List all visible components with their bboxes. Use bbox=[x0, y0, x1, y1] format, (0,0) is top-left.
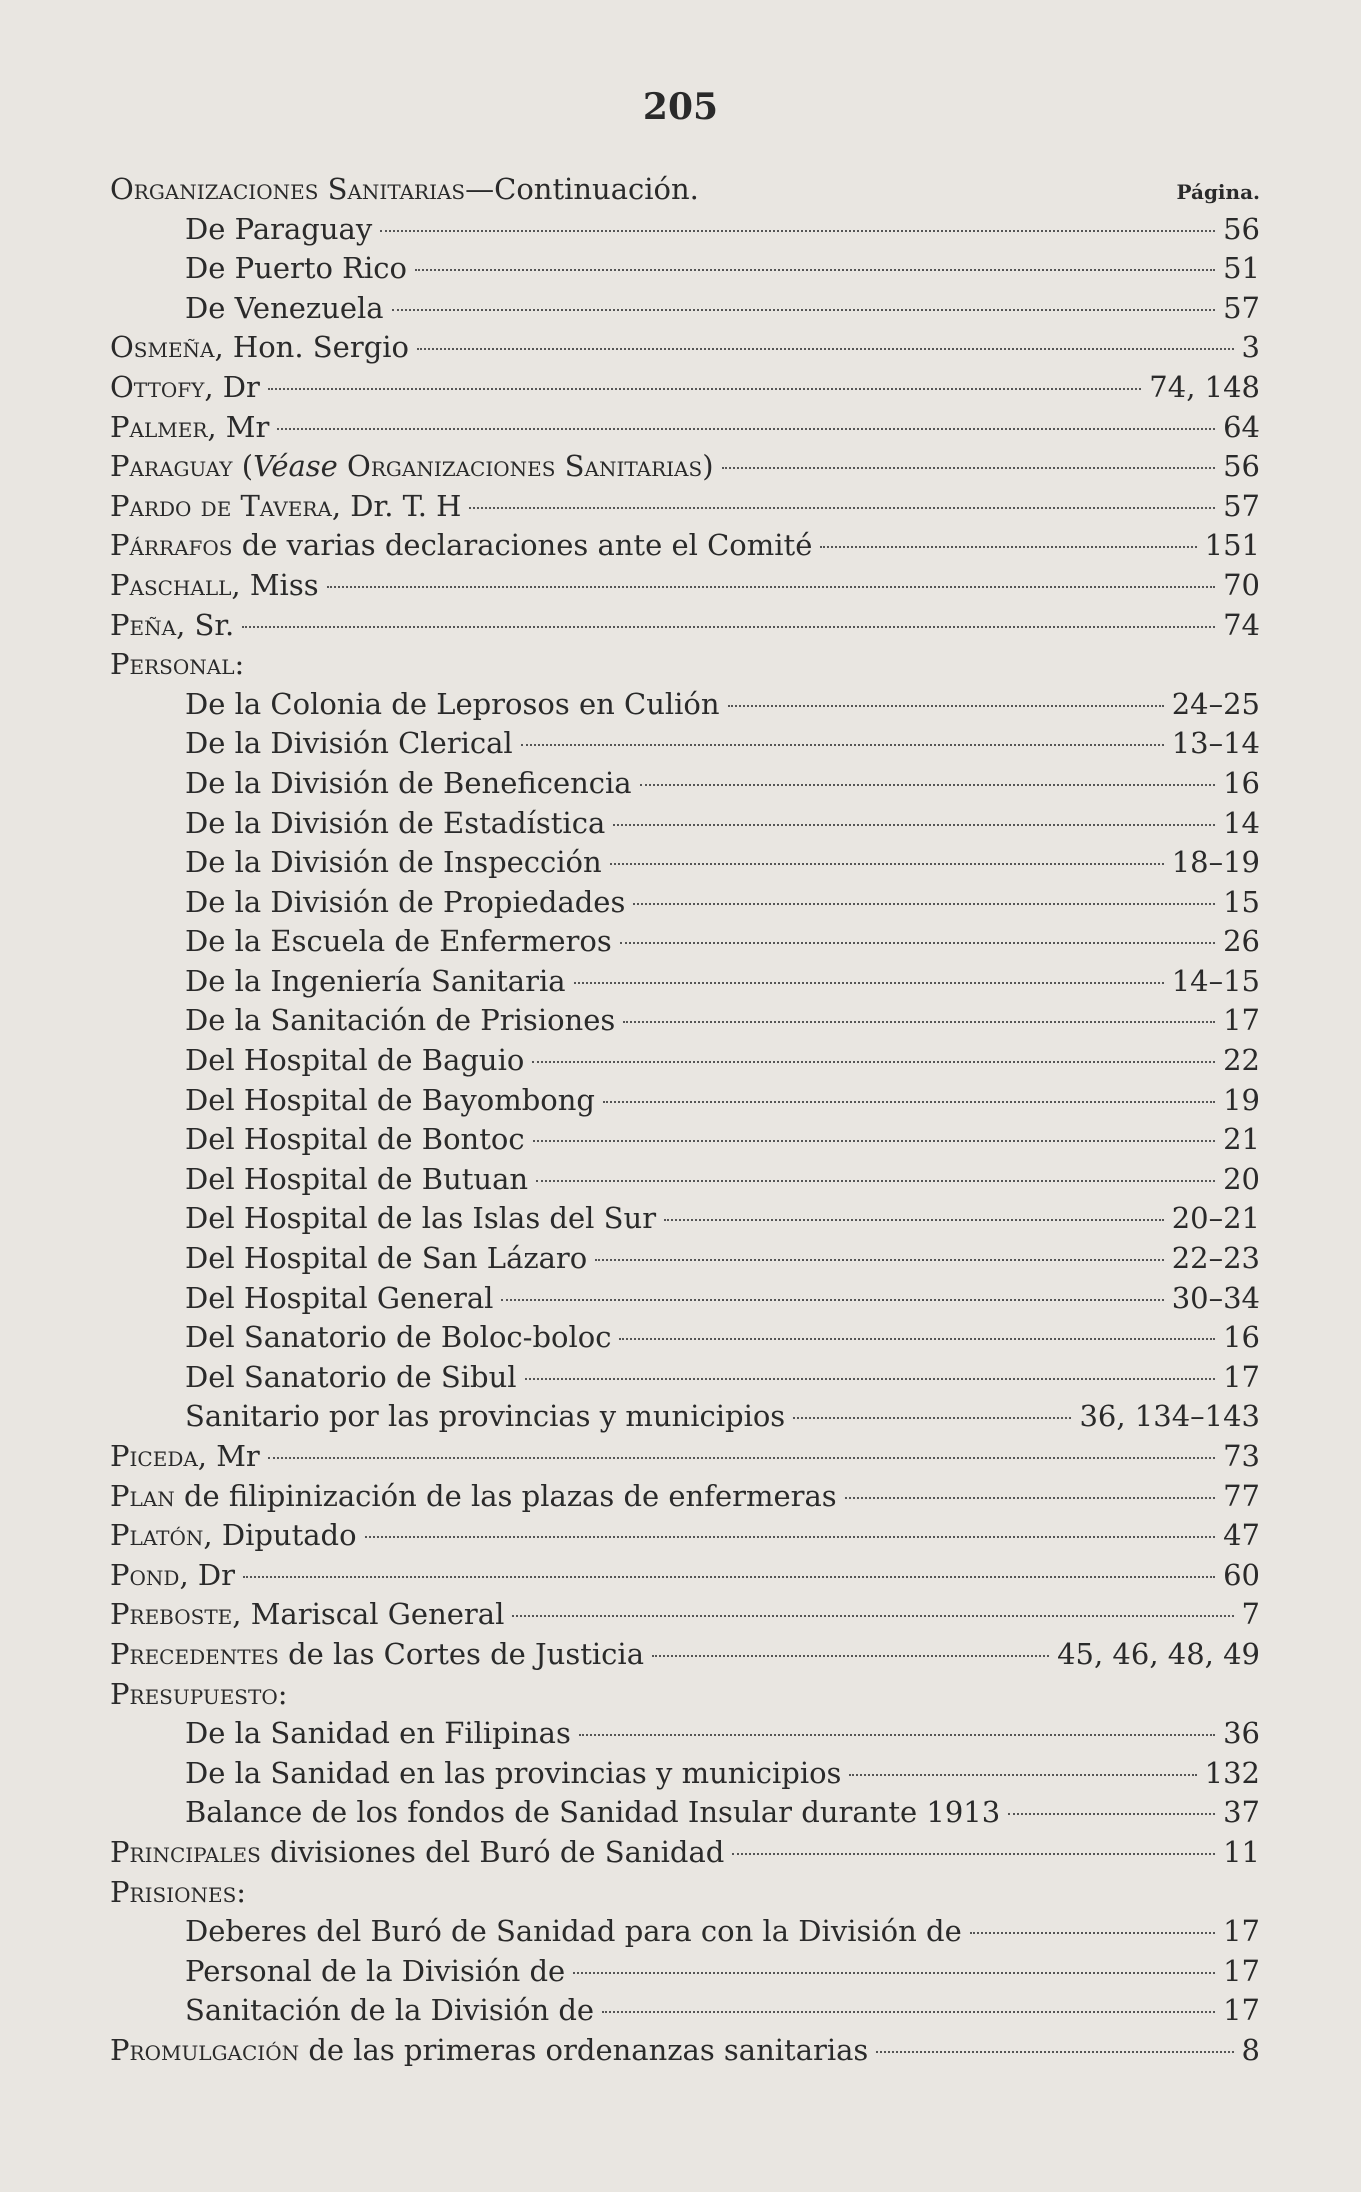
entry-label: Del Hospital de Bontoc bbox=[185, 1122, 525, 1157]
continuation-label: —Continuación. bbox=[465, 172, 699, 206]
index-subentry bbox=[110, 210, 1260, 250]
dot-leader bbox=[876, 2051, 1233, 2053]
entry-label: De la División de Beneficencia bbox=[185, 765, 632, 800]
index-subentry bbox=[110, 922, 1260, 962]
page-ref: 22–23 bbox=[1171, 1241, 1260, 1276]
dot-leader bbox=[536, 1180, 1215, 1182]
entry-text bbox=[185, 1358, 517, 1398]
entry-label: Personal de la División de bbox=[185, 1953, 566, 1988]
entry-heading: Presupuesto bbox=[110, 1676, 278, 1711]
page-ref: 36 bbox=[1223, 1716, 1260, 1751]
entry-label: De la Ingeniería Sanitaria bbox=[185, 963, 566, 998]
dot-leader bbox=[512, 1615, 1233, 1617]
page-ref: 24–25 bbox=[1171, 686, 1260, 721]
entry-label: De Venezuela bbox=[185, 290, 384, 325]
page-ref: 60 bbox=[1223, 1557, 1260, 1592]
entry-heading: Paraguay bbox=[110, 449, 233, 484]
dot-leader bbox=[579, 1734, 1215, 1736]
entry-label: , Miss bbox=[231, 567, 319, 602]
dot-leader bbox=[620, 942, 1215, 944]
entry-label: Del Hospital de las Islas del Sur bbox=[185, 1201, 657, 1236]
entry-text bbox=[110, 566, 319, 606]
dot-leader bbox=[603, 1101, 1215, 1103]
entry-text bbox=[185, 962, 566, 1002]
index-subentry bbox=[110, 1358, 1260, 1398]
dot-leader bbox=[664, 1219, 1164, 1221]
index-subentry bbox=[110, 1160, 1260, 1200]
dot-leader bbox=[820, 546, 1196, 548]
entry-label: , Dr bbox=[179, 1557, 236, 1592]
index-entry bbox=[110, 645, 1260, 685]
entry-label: , Mr bbox=[207, 409, 270, 444]
entry-text bbox=[110, 1516, 357, 1556]
entry-text bbox=[110, 1635, 644, 1675]
entry-heading: Pardo de Tavera bbox=[110, 488, 332, 523]
entry-label: De la División de Inspección bbox=[185, 845, 602, 880]
dot-leader bbox=[268, 388, 1141, 390]
page-ref: 37 bbox=[1223, 1795, 1260, 1830]
entry-label: : bbox=[277, 1676, 288, 1711]
entry-text bbox=[185, 210, 372, 250]
entry-heading: Personal bbox=[110, 647, 235, 682]
entry-text bbox=[185, 922, 612, 962]
entry-text bbox=[185, 764, 632, 804]
entry-text bbox=[185, 1318, 611, 1358]
dot-leader bbox=[327, 586, 1216, 588]
index-subentry bbox=[110, 1279, 1260, 1319]
index-subentry bbox=[110, 1754, 1260, 1794]
entry-text bbox=[110, 1556, 235, 1596]
entry-label: , Mariscal General bbox=[232, 1597, 505, 1632]
entry-text bbox=[185, 843, 602, 883]
index-entry bbox=[110, 526, 1260, 566]
index-subentry bbox=[110, 1952, 1260, 1992]
page-ref: 17 bbox=[1223, 1993, 1260, 2028]
entry-text bbox=[185, 1239, 587, 1279]
entry-heading: Paschall bbox=[110, 567, 232, 602]
entry-text bbox=[110, 2031, 868, 2071]
entry-text bbox=[185, 1041, 524, 1081]
index-subentry bbox=[110, 1081, 1260, 1121]
entry-text bbox=[110, 1595, 504, 1635]
entry-label: de las primeras ordenanzas sanitarias bbox=[299, 2032, 869, 2067]
index-subentry bbox=[110, 1041, 1260, 1081]
dot-leader bbox=[652, 1655, 1049, 1657]
dot-leader bbox=[602, 2011, 1215, 2013]
page-ref: 47 bbox=[1223, 1518, 1260, 1553]
entry-text bbox=[110, 328, 409, 368]
index-subentry bbox=[110, 804, 1260, 844]
index-subentry bbox=[110, 1793, 1260, 1833]
entry-label: De la Sanitación de Prisiones bbox=[185, 1003, 616, 1038]
entry-text bbox=[185, 1991, 594, 2031]
entry-label: Del Hospital General bbox=[185, 1280, 494, 1315]
dot-leader bbox=[633, 903, 1215, 905]
page-ref: 21 bbox=[1223, 1122, 1260, 1157]
page-ref: 17 bbox=[1223, 1914, 1260, 1949]
dot-leader bbox=[623, 1021, 1215, 1023]
entry-label: De la Sanidad en Filipinas bbox=[185, 1716, 571, 1751]
page-ref: 11 bbox=[1223, 1834, 1260, 1869]
entry-text bbox=[110, 487, 461, 527]
entry-text bbox=[185, 249, 407, 289]
dot-leader bbox=[613, 824, 1215, 826]
entry-label: Del Hospital de Baguio bbox=[185, 1043, 525, 1078]
entry-text bbox=[110, 447, 714, 487]
entry-text bbox=[185, 1793, 1000, 1833]
entry-heading: Promulgación bbox=[110, 2032, 300, 2067]
dot-leader bbox=[970, 1932, 1215, 1934]
entry-label: Deberes del Buró de Sanidad para con la División de bbox=[185, 1914, 962, 1949]
entry-heading: Organizaciones Sanitarias bbox=[110, 172, 466, 206]
entry-label: : bbox=[236, 1874, 247, 1909]
entry-label: Sanitario por las provincias y municipios bbox=[185, 1399, 786, 1434]
entry-text bbox=[185, 1081, 595, 1121]
entry-text bbox=[110, 1833, 724, 1873]
page-ref: 16 bbox=[1223, 1320, 1260, 1355]
dot-leader bbox=[793, 1417, 1071, 1419]
index-subentry bbox=[110, 1318, 1260, 1358]
dot-leader bbox=[728, 705, 1164, 707]
entry-label: , Mr bbox=[197, 1439, 260, 1473]
page-ref: 16 bbox=[1223, 765, 1260, 800]
page-ref: 64 bbox=[1223, 409, 1260, 444]
entry-heading: Palmer bbox=[110, 409, 208, 444]
entry-label: De la Escuela de Enfermeros bbox=[185, 924, 612, 959]
entry-text bbox=[110, 170, 699, 210]
dot-leader bbox=[640, 784, 1215, 786]
page-ref: 132 bbox=[1204, 1755, 1260, 1790]
entry-text bbox=[185, 1714, 571, 1754]
page-ref: 17 bbox=[1223, 1953, 1260, 1988]
index-subentry bbox=[110, 843, 1260, 883]
page-ref: 19 bbox=[1223, 1082, 1260, 1117]
entry-heading: Platón bbox=[110, 1518, 204, 1553]
index-subentry bbox=[110, 685, 1260, 725]
page-ref: 3 bbox=[1241, 330, 1260, 365]
entry-label: Del Hospital de San Lázaro bbox=[185, 1241, 588, 1276]
entry-label: , Dr. T. H bbox=[331, 488, 462, 523]
entry-label: De Puerto Rico bbox=[185, 251, 407, 286]
dot-leader bbox=[469, 507, 1215, 509]
entry-text bbox=[185, 883, 625, 923]
index-subentry bbox=[110, 1912, 1260, 1952]
index-entry bbox=[110, 328, 1260, 368]
page-ref: 17 bbox=[1223, 1359, 1260, 1394]
dot-leader bbox=[277, 428, 1215, 430]
dot-leader bbox=[532, 1061, 1215, 1063]
entry-see: Véase bbox=[253, 449, 338, 484]
index-subentry bbox=[110, 249, 1260, 289]
entry-label: De la Sanidad en las provincias y municipios bbox=[185, 1755, 842, 1790]
dot-leader bbox=[845, 1497, 1215, 1499]
index-subentry bbox=[110, 1001, 1260, 1041]
index-entry bbox=[110, 566, 1260, 606]
dot-leader bbox=[849, 1774, 1196, 1776]
entry-text bbox=[185, 1279, 493, 1319]
dot-leader bbox=[595, 1259, 1163, 1261]
index-entry bbox=[110, 487, 1260, 527]
entry-label: , Hon. Sergio bbox=[214, 330, 409, 365]
dot-leader bbox=[732, 1853, 1215, 1855]
page-ref: 26 bbox=[1223, 924, 1260, 959]
index-subentry bbox=[110, 289, 1260, 329]
entry-text bbox=[185, 1397, 785, 1437]
page-ref: 151 bbox=[1204, 528, 1260, 563]
page-ref: 36, 134–143 bbox=[1079, 1399, 1260, 1434]
entry-heading: Prisiones bbox=[110, 1874, 237, 1909]
entry-label: Del Hospital de Bayombong bbox=[185, 1082, 595, 1117]
index-subentry bbox=[110, 1397, 1260, 1437]
index-entry bbox=[110, 1477, 1260, 1517]
entry-heading: Pond bbox=[110, 1557, 180, 1592]
entry-text bbox=[110, 1873, 246, 1913]
entry-text bbox=[185, 1120, 525, 1160]
continuation-header bbox=[110, 170, 1260, 210]
entry-text bbox=[185, 1001, 615, 1041]
dot-leader bbox=[501, 1299, 1163, 1301]
index-subentry bbox=[110, 1120, 1260, 1160]
entry-label: , Diputado bbox=[203, 1518, 357, 1553]
index-entry bbox=[110, 1556, 1260, 1596]
entry-heading: Ottofy bbox=[110, 369, 205, 404]
page-ref: 20–21 bbox=[1171, 1201, 1260, 1236]
entry-label: De la División Clerical bbox=[185, 726, 513, 761]
entry-label: Balance de los fondos de Sanidad Insular durante 1913 bbox=[185, 1795, 1001, 1830]
dot-leader bbox=[574, 982, 1164, 984]
index-subentry bbox=[110, 962, 1260, 1002]
entry-heading: Preboste bbox=[110, 1597, 233, 1632]
entry-text bbox=[185, 724, 513, 764]
index-subentry bbox=[110, 883, 1260, 923]
page-ref: 18–19 bbox=[1171, 845, 1260, 880]
dot-leader bbox=[533, 1140, 1216, 1142]
entry-text bbox=[185, 289, 384, 329]
entry-heading: Osmeña bbox=[110, 330, 215, 365]
dot-leader bbox=[525, 1378, 1216, 1380]
dot-leader bbox=[521, 744, 1164, 746]
entry-label: De Paraguay bbox=[185, 211, 373, 246]
page-ref: 74 bbox=[1223, 607, 1260, 642]
index-entry bbox=[110, 1675, 1260, 1715]
index-entry bbox=[110, 1437, 1260, 1477]
entry-label: divisiones del Buró de Sanidad bbox=[260, 1834, 725, 1869]
dot-leader bbox=[392, 309, 1215, 311]
dot-leader bbox=[722, 467, 1216, 469]
entry-heading: Plan bbox=[110, 1478, 175, 1513]
dot-leader bbox=[243, 1576, 1215, 1578]
index-subentry bbox=[110, 724, 1260, 764]
page-ref: 45, 46, 48, 49 bbox=[1057, 1636, 1260, 1671]
pagina-label: Página. bbox=[1176, 180, 1260, 204]
entry-label: Sanitación de la División de bbox=[185, 1993, 595, 2028]
index-subentry bbox=[110, 1199, 1260, 1239]
entry-label: Del Sanatorio de Boloc-boloc bbox=[185, 1320, 612, 1355]
index-entry bbox=[110, 606, 1260, 646]
index-subentry bbox=[110, 764, 1260, 804]
entry-text bbox=[185, 1199, 656, 1239]
page-ref: 56 bbox=[1223, 211, 1260, 246]
entry-text bbox=[110, 368, 260, 408]
entry-label: De la División de Propiedades bbox=[185, 884, 626, 919]
index-subentry bbox=[110, 1714, 1260, 1754]
index-entry bbox=[110, 408, 1260, 448]
page-ref: 20 bbox=[1223, 1161, 1260, 1196]
entry-label: de filipinización de las plazas de enfermeras bbox=[174, 1478, 837, 1513]
entry-text bbox=[110, 1675, 288, 1715]
index-entry bbox=[110, 1516, 1260, 1556]
entry-text bbox=[185, 1754, 841, 1794]
entry-heading: Peña bbox=[110, 607, 177, 642]
page-ref: 14 bbox=[1223, 805, 1260, 840]
entry-text bbox=[185, 804, 605, 844]
entry-text bbox=[110, 1437, 260, 1477]
index-entry bbox=[110, 2031, 1260, 2071]
dot-leader bbox=[415, 269, 1215, 271]
dot-leader bbox=[380, 230, 1215, 232]
index-entry bbox=[110, 1635, 1260, 1675]
entry-text bbox=[185, 1952, 565, 1992]
entry-label: Del Hospital de Butuan bbox=[185, 1161, 529, 1196]
index-list bbox=[110, 170, 1260, 2071]
entry-text-part: ) bbox=[702, 449, 714, 484]
entry-text bbox=[185, 1160, 528, 1200]
page-number: 205 bbox=[642, 86, 719, 128]
page-ref: 57 bbox=[1223, 290, 1260, 325]
index-entry bbox=[110, 368, 1260, 408]
page-ref: 14–15 bbox=[1171, 963, 1260, 998]
entry-label: : bbox=[234, 647, 245, 682]
index-entry bbox=[110, 1873, 1260, 1913]
entry-text bbox=[110, 645, 244, 685]
page-ref: 73 bbox=[1223, 1439, 1260, 1473]
page-ref: 70 bbox=[1223, 567, 1260, 602]
dot-leader bbox=[619, 1338, 1215, 1340]
page-ref: 77 bbox=[1223, 1478, 1260, 1513]
entry-heading: Piceda bbox=[110, 1439, 198, 1473]
entry-text-part: ( bbox=[232, 449, 254, 484]
entry-see-target: Organizaciones Sanitarias bbox=[337, 449, 703, 484]
page-ref: 22 bbox=[1223, 1043, 1260, 1078]
index-entry bbox=[110, 1595, 1260, 1635]
dot-leader bbox=[242, 626, 1215, 628]
dot-leader bbox=[268, 1457, 1215, 1459]
entry-label: De la División de Estadística bbox=[185, 805, 606, 840]
dot-leader bbox=[573, 1972, 1215, 1974]
dot-leader bbox=[365, 1536, 1216, 1538]
entry-text bbox=[185, 1912, 962, 1952]
entry-label: De la Colonia de Leprosos en Culión bbox=[185, 686, 720, 721]
page-ref: 56 bbox=[1223, 449, 1260, 484]
index-entry bbox=[110, 447, 1260, 487]
entry-heading: Precedentes bbox=[110, 1636, 279, 1671]
entry-label: , Dr bbox=[204, 369, 260, 404]
index-subentry bbox=[110, 1991, 1260, 2031]
index-entry bbox=[110, 1833, 1260, 1873]
entry-label: , Sr. bbox=[176, 607, 235, 642]
page-ref: 15 bbox=[1223, 884, 1260, 919]
entry-text bbox=[110, 408, 269, 448]
entry-heading: Párrafos bbox=[110, 528, 233, 563]
page-ref: 30–34 bbox=[1171, 1280, 1260, 1315]
entry-text bbox=[185, 685, 720, 725]
dot-leader bbox=[610, 863, 1164, 865]
page-ref: 51 bbox=[1223, 251, 1260, 286]
page-ref: 57 bbox=[1223, 488, 1260, 523]
index-subentry bbox=[110, 1239, 1260, 1279]
dot-leader bbox=[1008, 1813, 1215, 1815]
page-ref: 8 bbox=[1241, 2032, 1260, 2067]
entry-label: de varias declaraciones ante el Comité bbox=[232, 528, 813, 563]
entry-text bbox=[110, 1477, 837, 1517]
entry-text bbox=[110, 526, 812, 566]
page-ref: 74, 148 bbox=[1149, 369, 1260, 404]
entry-text bbox=[110, 606, 234, 646]
dot-leader bbox=[417, 348, 1234, 350]
page-ref: 7 bbox=[1241, 1597, 1260, 1632]
entry-label: de las Cortes de Justicia bbox=[278, 1636, 644, 1671]
entry-heading: Principales bbox=[110, 1834, 261, 1869]
entry-label: Del Sanatorio de Sibul bbox=[185, 1359, 517, 1394]
page-ref: 13–14 bbox=[1171, 726, 1260, 761]
page-ref: 17 bbox=[1223, 1003, 1260, 1038]
